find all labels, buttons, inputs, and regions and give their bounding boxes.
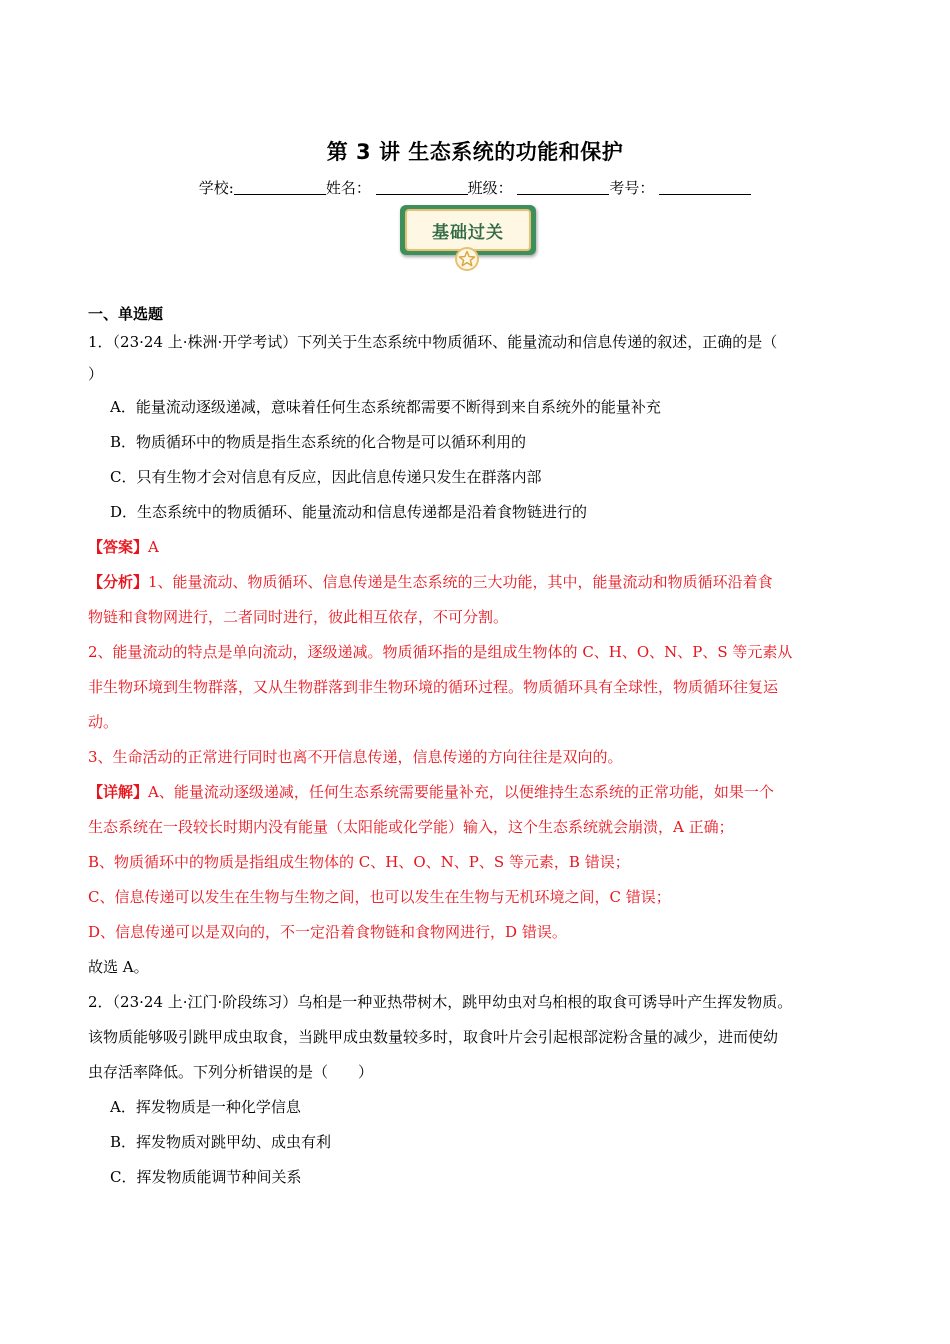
detail-label: 【详解】: [88, 783, 149, 801]
page-title: 第 3 讲 生态系统的功能和保护: [326, 140, 624, 164]
analysis-line: 动。: [88, 713, 119, 731]
question-2-stem-line: 该物质能够吸引跳甲成虫取食，当跳甲成虫数量较多时，取食叶片会引起根部淀粉含量的减少，进而使幼: [88, 1028, 779, 1046]
student-info-line: [0, 177, 950, 198]
question-2-option-a[interactable]: A．挥发物质是一种化学信息: [110, 1098, 301, 1116]
analysis-line: 【分析】1、能量流动、物质循环、信息传递是生态系统的三大功能，其中，能量流动和物质循环沿着食: [88, 573, 773, 591]
question-1-analysis: [88, 565, 864, 775]
star-icon: [455, 247, 479, 271]
answer-label: 【答案】: [88, 538, 149, 556]
school-blank[interactable]: [234, 180, 326, 195]
id-blank[interactable]: [659, 180, 751, 195]
question-content: [88, 300, 864, 1195]
school-label: 学校:: [198, 179, 234, 197]
detail-line: B、物质循环中的物质是指组成生物体的 C、H、O、N、P、S 等元素，B 错误；: [88, 853, 630, 871]
question-1-stem-end: ）: [88, 365, 104, 383]
detail-line: 【详解】A、能量流动逐级递减，任何生态系统需要能量补充，以便维持生态系统的正常功能，如果一个: [88, 783, 774, 801]
class-label: 班级：: [467, 179, 513, 197]
answer-value: A: [148, 538, 159, 556]
badge-label: 基础过关: [405, 209, 531, 251]
question-2-stem-line: 虫存活率降低。下列分析错误的是（ ）: [88, 1063, 374, 1081]
question-1: [88, 326, 864, 390]
question-2-option-c[interactable]: C．挥发物质能调节种间关系: [110, 1168, 302, 1186]
question-1-stem: 1．（23·24 上·株洲·开学考试）下列关于生态系统中物质循环、能量流动和信息传递的叙述，正确的是（: [88, 333, 778, 351]
analysis-line: 非生物环境到生物群落，又从生物群落到非生物环境的循环过程。物质循环具有全球性，物质循环往复运: [88, 678, 779, 696]
question-1-option-b[interactable]: B．物质循环中的物质是指生态系统的化合物是可以循环利用的: [110, 433, 527, 451]
analysis-line: 2、能量流动的特点是单向流动，逐级递减。物质循环指的是组成生物体的 C、H、O、N、P、S 等元素从: [88, 643, 793, 661]
question-1-answer: [88, 530, 864, 565]
question-1-option-c[interactable]: C．只有生物才会对信息有反应，因此信息传递只发生在群落内部: [110, 468, 542, 486]
detail-line: D、信息传递可以是双向的，不一定沿着食物链和食物网进行，D 错误。: [88, 923, 567, 941]
analysis-line: 3、生命活动的正常进行同时也离不开信息传递，信息传递的方向往往是双向的。: [88, 748, 623, 766]
question-1-detail: [88, 775, 864, 950]
question-2-stem-line: 2．（23·24 上·江门·阶段练习）乌桕是一种亚热带树木，跳甲幼虫对乌桕根的取食可诱导叶产生挥发物质。: [88, 993, 793, 1011]
analysis-line: 物链和食物网进行，二者同时进行，彼此相互依存，不可分割。: [88, 608, 509, 626]
detail-line: C、信息传递可以发生在生物与生物之间，也可以发生在生物与无机环境之间，C 错误；: [88, 888, 671, 906]
question-1-option-d[interactable]: D．生态系统中的物质循环、能量流动和信息传递都是沿着食物链进行的: [110, 503, 588, 521]
section-heading: 一、单选题: [88, 305, 164, 323]
question-2: [88, 985, 864, 1090]
detail-line: 生态系统在一段较长时期内没有能量（太阳能或化学能）输入，这个生态系统就会崩溃，A 正确；: [88, 818, 734, 836]
name-blank[interactable]: [376, 180, 468, 195]
question-2-option-b[interactable]: B．挥发物质对跳甲幼、成虫有利: [110, 1133, 332, 1151]
section-badge: [398, 205, 542, 267]
class-blank[interactable]: [517, 180, 609, 195]
name-label: 姓名：: [325, 179, 371, 197]
id-label: 考号：: [609, 179, 655, 197]
question-1-option-a[interactable]: A．能量流动逐级递减，意味着任何生态系统都需要不断得到来自系统外的能量补充: [110, 398, 661, 416]
question-1-conclusion: 故选 A。: [88, 958, 149, 976]
analysis-label: 【分析】: [88, 573, 149, 591]
